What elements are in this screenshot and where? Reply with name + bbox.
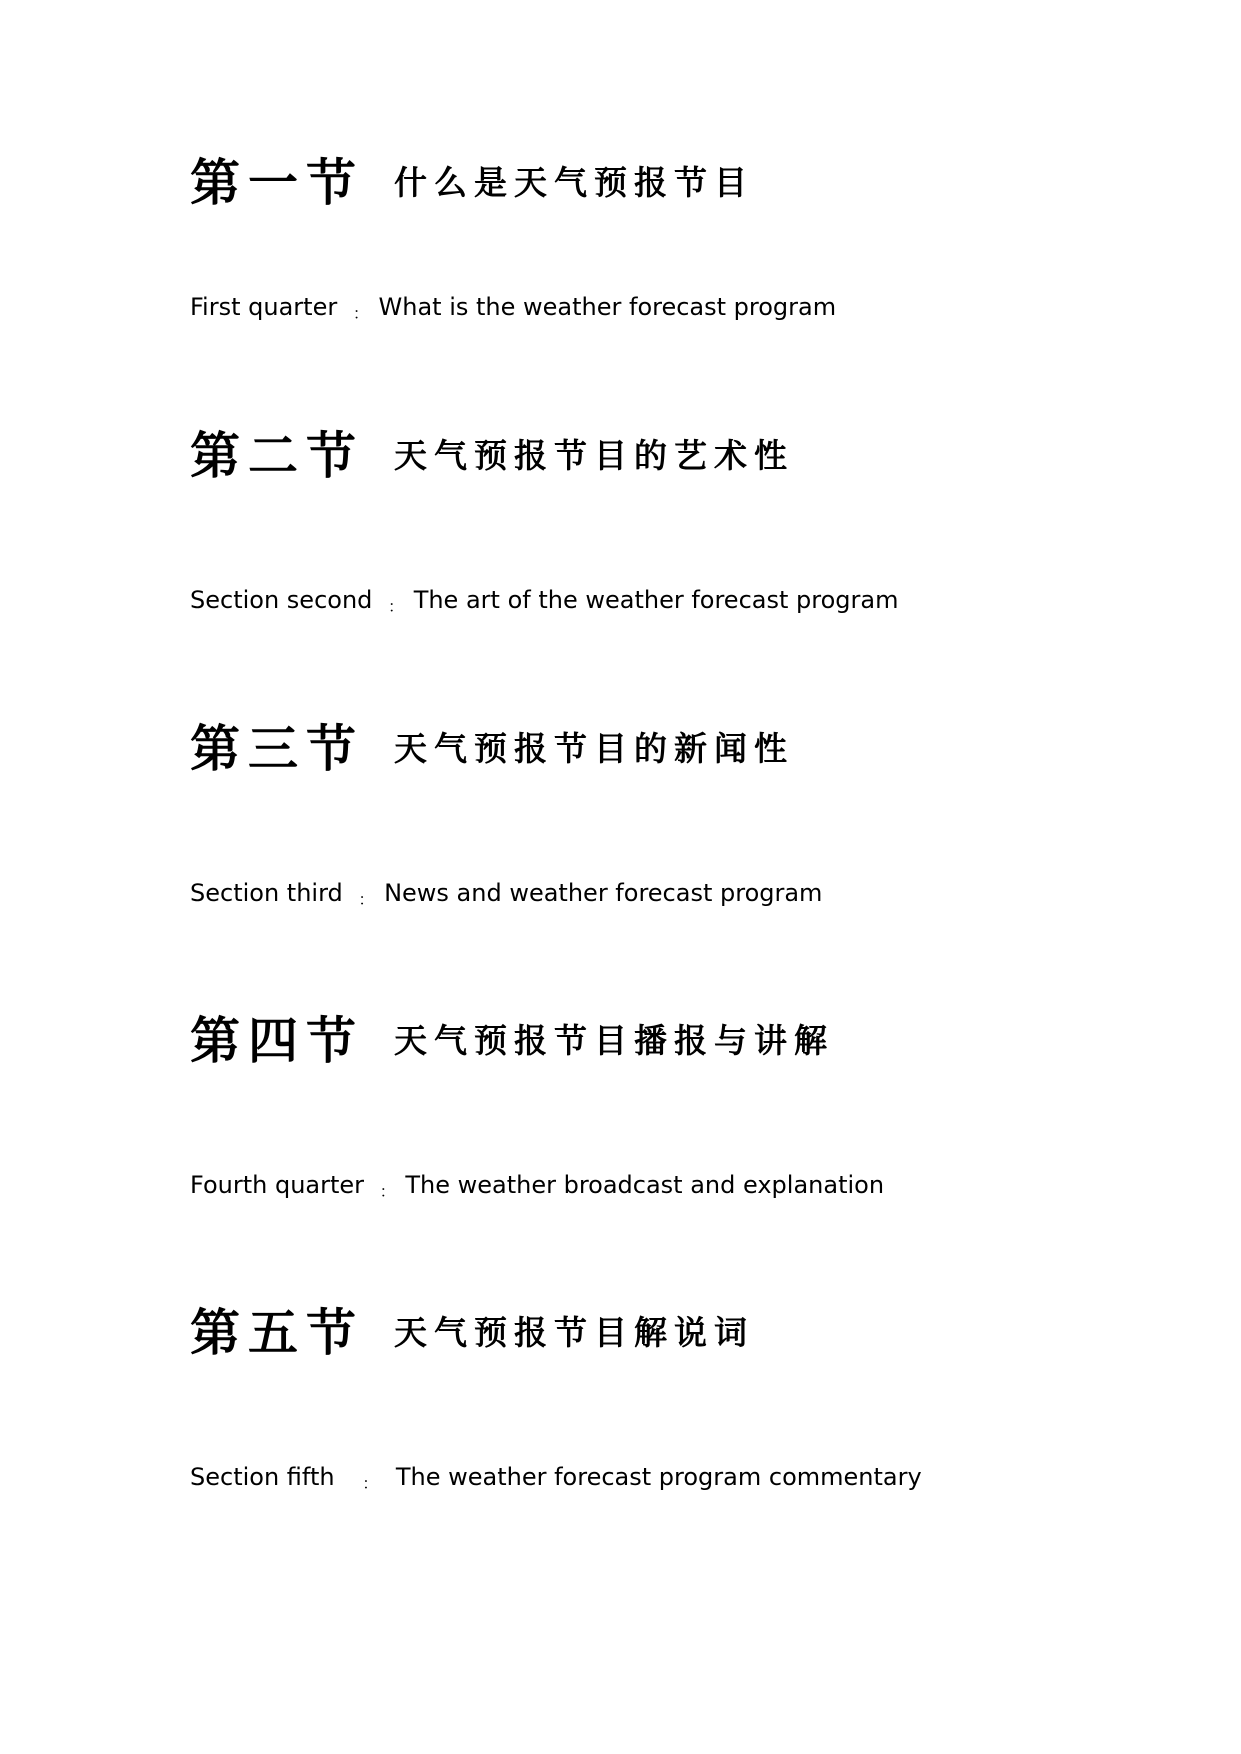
section-4-en-label: Fourth quarter xyxy=(190,1171,365,1199)
section-4-cn-title: 天气预报节目播报与讲解 xyxy=(394,1021,834,1060)
section-1-en-title: What is the weather forecast program xyxy=(378,293,837,321)
section-1-cn-number: 第一节 xyxy=(190,153,364,212)
section-4-cn-heading xyxy=(190,1006,834,1076)
section-4-en-heading xyxy=(190,1168,884,1209)
section-1-en-heading xyxy=(190,290,836,331)
section-5-en-heading xyxy=(190,1460,922,1501)
section-2-cn-number: 第二节 xyxy=(190,426,364,485)
section-3-cn-title: 天气预报节目的新闻性 xyxy=(394,729,794,768)
section-3-en-heading xyxy=(190,876,822,917)
section-1-cn-heading xyxy=(190,148,754,218)
section-5-en-label: Section fifth xyxy=(190,1463,335,1491)
section-5-cn-title: 天气预报节目解说词 xyxy=(394,1313,754,1352)
section-4-cn-number: 第四节 xyxy=(190,1011,364,1070)
section-3-cn-number: 第三节 xyxy=(190,719,364,778)
section-3-en-colon: ： xyxy=(358,890,375,909)
section-2-cn-heading xyxy=(190,421,794,491)
section-4-en-title: The weather broadcast and explanation xyxy=(405,1171,885,1199)
section-2-en-colon: ： xyxy=(388,597,405,616)
section-2-en-heading xyxy=(190,583,898,624)
section-5-cn-number: 第五节 xyxy=(190,1303,364,1362)
section-5-en-colon: ： xyxy=(362,1474,379,1493)
section-3-en-title: News and weather forecast program xyxy=(384,879,823,907)
section-5-en-title: The weather forecast program commentary xyxy=(395,1463,922,1491)
section-1-cn-title: 什么是天气预报节目 xyxy=(394,163,754,202)
section-3-en-label: Section third xyxy=(190,879,343,907)
section-2-en-title: The art of the weather forecast program xyxy=(413,586,899,614)
section-5-cn-heading xyxy=(190,1298,754,1368)
section-2-en-label: Section second xyxy=(190,586,373,614)
section-2-cn-title: 天气预报节目的艺术性 xyxy=(394,436,794,475)
section-4-en-colon: ： xyxy=(379,1182,396,1201)
section-3-cn-heading xyxy=(190,714,794,784)
section-1-en-label: First quarter xyxy=(190,293,338,321)
section-1-en-colon: ： xyxy=(352,304,369,323)
